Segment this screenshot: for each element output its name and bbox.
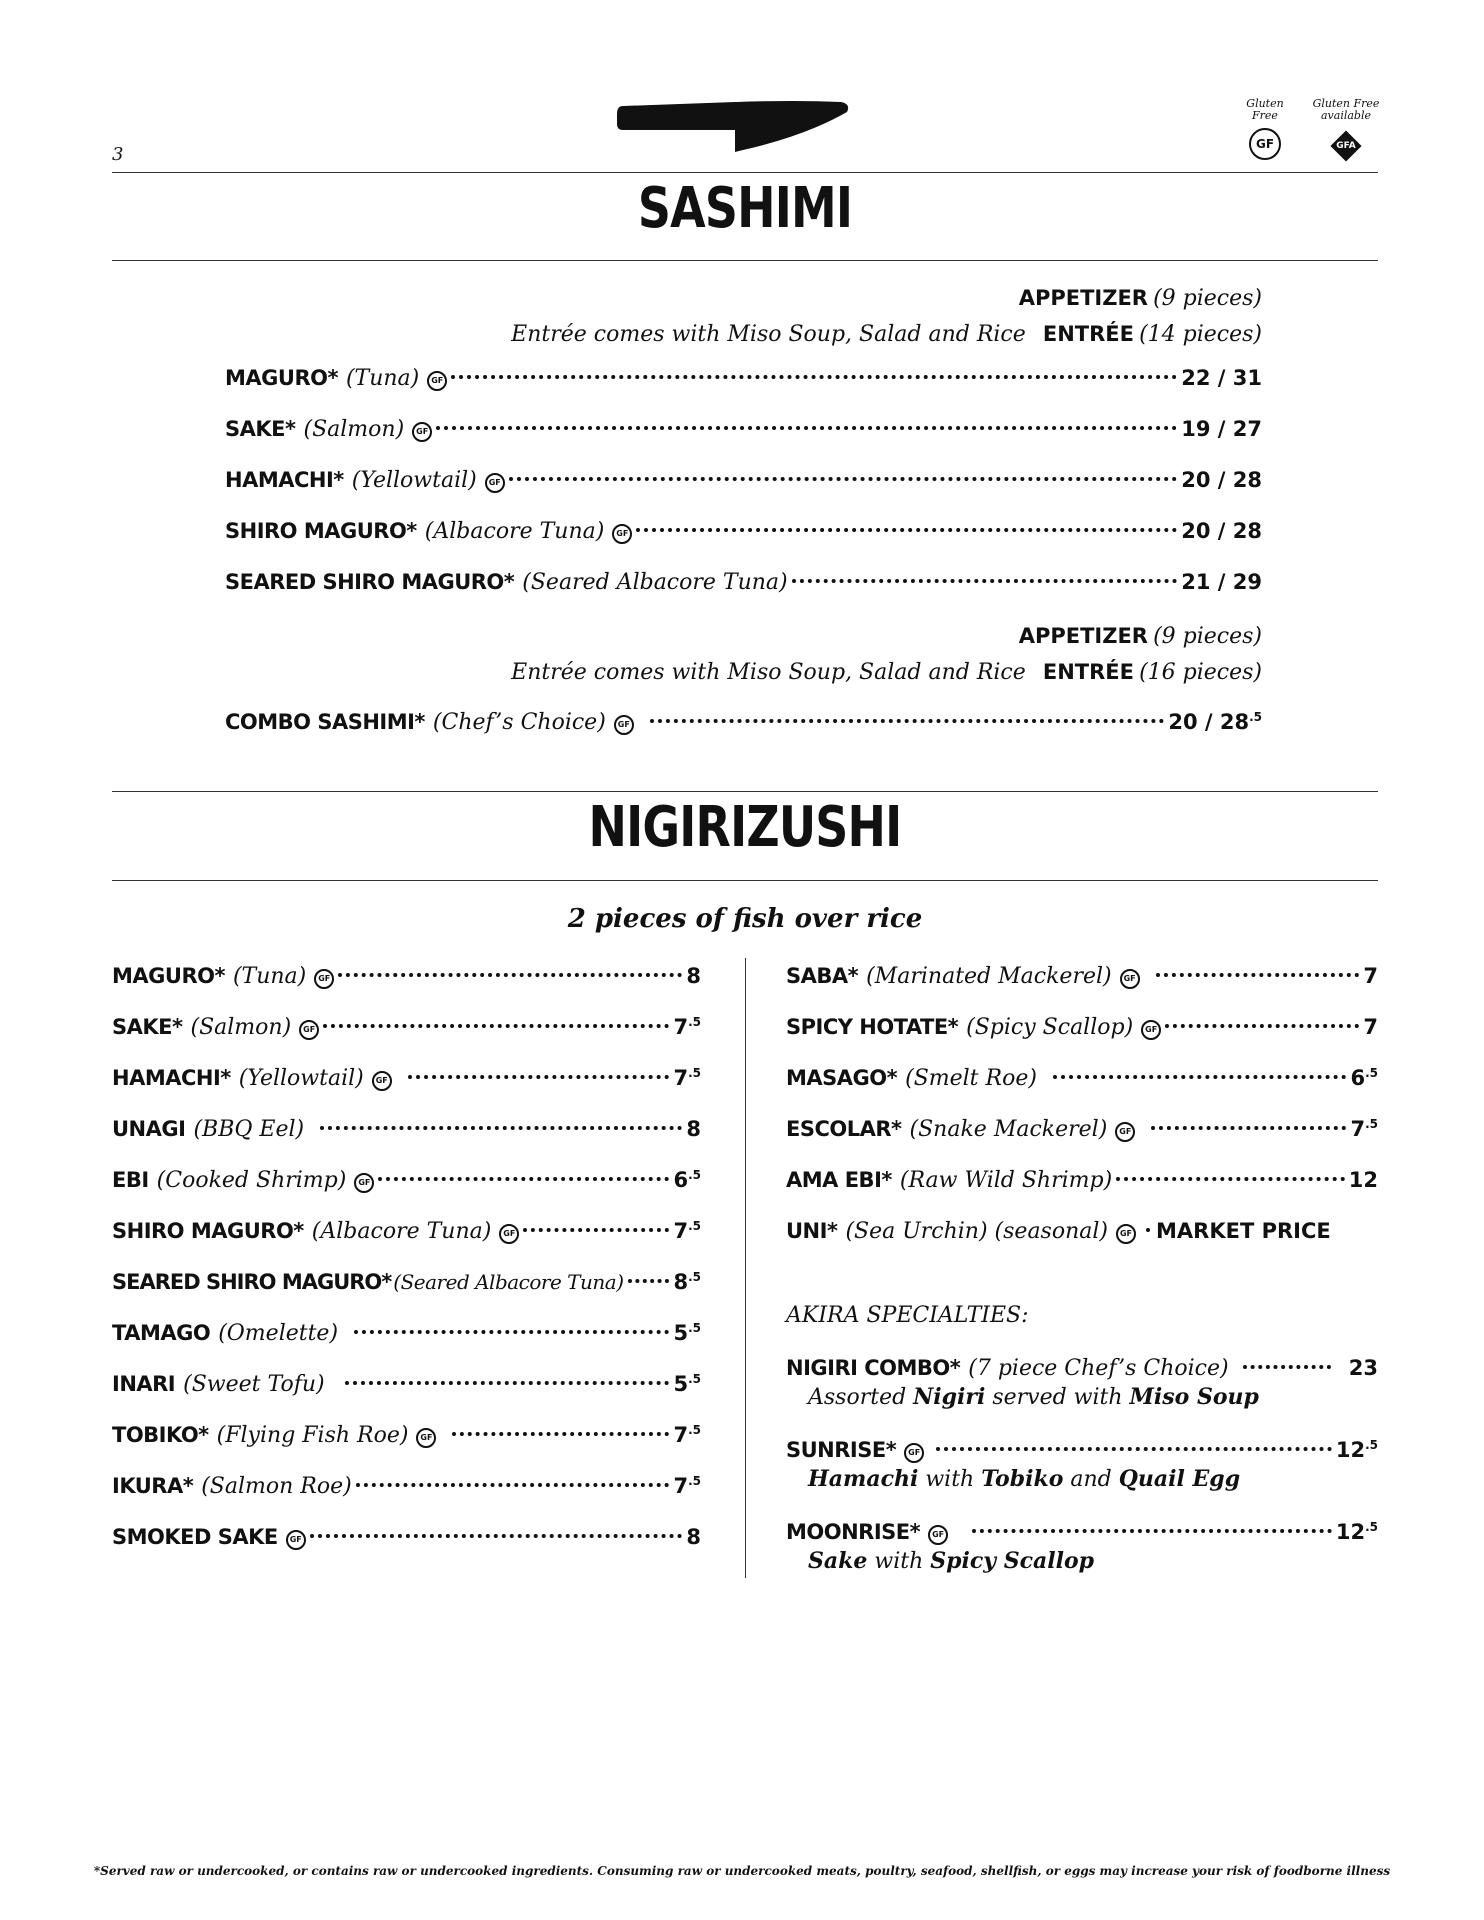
item-name: TAMAGO [112, 1321, 211, 1345]
sashimi-item [225, 468, 1262, 495]
item-price [1350, 1117, 1378, 1141]
leader-dots [972, 1529, 1332, 1533]
price-main: 6 [1350, 1066, 1366, 1090]
item-name: SMOKED SAKE [112, 1525, 278, 1549]
item-price [673, 1372, 701, 1396]
gf-icon: GF [928, 1525, 948, 1545]
item-name: AMA EBI* [786, 1168, 892, 1192]
sashimi-item [225, 570, 1262, 595]
item-price [686, 964, 701, 988]
note-bold: Miso Soup [1129, 1384, 1259, 1410]
item-desc: (Snake Mackerel) [909, 1117, 1108, 1142]
item-desc: (Spicy Scallop) [966, 1015, 1134, 1040]
gf-legend-label-1: Gluten [1246, 97, 1284, 110]
gf-icon: GF [286, 1530, 306, 1550]
gf-icon: GF [499, 1224, 519, 1244]
price-main: 5 [673, 1321, 689, 1345]
item-price [673, 1066, 701, 1090]
price-main: 8 [686, 964, 701, 988]
item-price [686, 1525, 701, 1549]
item-name: HAMACHI* [112, 1066, 231, 1090]
leader-dots [1156, 973, 1360, 977]
item-price [673, 1270, 701, 1294]
item-price: 20 / 28 [1181, 468, 1262, 492]
item-name: COMBO SASHIMI* [225, 710, 425, 734]
item-name: SEARED SHIRO MAGURO* [112, 1270, 392, 1294]
gf-icon: GF [1120, 969, 1140, 989]
item-price [1156, 1219, 1331, 1243]
nigiri-title: NIGIRIZUSHI [588, 795, 902, 860]
nigiri-item [112, 1066, 701, 1093]
gfa-icon-label: GFA [1336, 141, 1356, 151]
nigiri-item [112, 1423, 701, 1450]
note-text: with [867, 1549, 931, 1574]
item-name: EBI [112, 1168, 149, 1192]
item-name: SAKE* [225, 417, 296, 441]
appetizer-label: APPETIZER [1018, 286, 1148, 310]
leader-dots [1116, 1177, 1345, 1181]
sashimi-entree-header [511, 322, 1262, 347]
sashimi-appetizer-header [1019, 286, 1262, 311]
nigiri-subtitle: 2 pieces of fish over rice [567, 904, 923, 934]
item-name: SEARED SHIRO MAGURO* [225, 570, 515, 594]
nigiri-item [112, 1525, 701, 1552]
price-main: 8 [686, 1117, 701, 1141]
appetizer-pieces: (9 pieces) [1153, 624, 1262, 649]
price-main: 5 [673, 1372, 689, 1396]
nigiri-item [112, 1372, 701, 1397]
leader-dots [792, 579, 1178, 583]
entree-note: Entrée comes with Miso Soup, Salad and Rice [511, 660, 1026, 685]
item-desc: (Yellowtail) [238, 1066, 364, 1091]
item-name: MOONRISE* [786, 1520, 921, 1544]
item-price: 20 / 28 [1181, 519, 1262, 543]
gf-icon: GF [427, 371, 447, 391]
entree-label: ENTRÉE [1042, 660, 1134, 684]
price-fraction: .5 [688, 1372, 701, 1386]
gf-icon: GF [412, 422, 432, 442]
specialty-note [808, 1384, 1259, 1410]
gf-icon: GF [614, 715, 634, 735]
item-desc: (Marinated Mackerel) [866, 964, 1112, 989]
divider [112, 260, 1378, 261]
price-fraction: .5 [1365, 1438, 1378, 1452]
item-price [1349, 1168, 1378, 1192]
nigiri-item [786, 1168, 1378, 1193]
entree-pieces: (14 pieces) [1139, 322, 1262, 347]
gf-icon: GF [314, 969, 334, 989]
price-fraction: .5 [1249, 710, 1262, 724]
note-bold: Tobiko [981, 1466, 1064, 1492]
item-name: TOBIKO* [112, 1423, 209, 1447]
item-price [673, 1423, 701, 1447]
specialty-item [786, 1520, 1378, 1547]
nigiri-item [112, 1321, 701, 1346]
price-main: 7 [673, 1219, 689, 1243]
leader-dots [628, 1279, 670, 1283]
note-text: served with [985, 1385, 1130, 1410]
divider [112, 791, 1378, 792]
sashimi-item [225, 417, 1262, 444]
leader-dots [310, 1534, 683, 1538]
leader-dots [636, 528, 1177, 532]
price-main: 12 [1348, 1168, 1378, 1192]
item-name: UNI* [786, 1219, 838, 1243]
appetizer-pieces: (9 pieces) [1153, 286, 1262, 311]
item-desc: (BBQ Eel) [193, 1117, 305, 1142]
price-fraction: .5 [688, 1423, 701, 1437]
specialties-heading: AKIRA SPECIALTIES: [786, 1303, 1029, 1328]
nigiri-item [786, 1015, 1378, 1042]
leader-dots [1053, 1075, 1347, 1079]
item-price [1168, 710, 1262, 734]
price-main: 12 [1335, 1520, 1366, 1544]
nigiri-item [112, 1015, 701, 1042]
leader-dots [1151, 1126, 1346, 1130]
nigiri-item [112, 1270, 701, 1294]
note-bold: Sake [808, 1548, 868, 1574]
item-name: SPICY HOTATE* [786, 1015, 959, 1039]
leader-dots [354, 1330, 669, 1334]
specialty-item [786, 1438, 1378, 1465]
leader-dots [650, 719, 1165, 723]
item-price [673, 1168, 701, 1192]
item-desc: (7 piece Chef’s Choice) [968, 1356, 1229, 1381]
price-main: 20 / 28 [1168, 710, 1250, 734]
item-price: 22 / 31 [1181, 366, 1262, 390]
leader-dots [509, 477, 1178, 481]
gf-icon: GF [904, 1443, 924, 1463]
sashimi-item [225, 366, 1262, 393]
sashimi-title: SASHIMI [637, 176, 853, 241]
item-desc: (Chef’s Choice) [432, 710, 606, 735]
item-price [1350, 1066, 1378, 1090]
price-main: MARKET PRICE [1156, 1219, 1331, 1243]
gf-icon: GF [485, 473, 505, 493]
gf-icon: GF [416, 1428, 436, 1448]
leader-dots [936, 1447, 1332, 1451]
leader-dots [451, 375, 1177, 379]
item-price: 19 / 27 [1181, 417, 1262, 441]
note-text: with [918, 1467, 982, 1492]
nigiri-item [786, 1066, 1378, 1091]
entree-label: ENTRÉE [1042, 322, 1134, 346]
item-desc: (Sweet Tofu) [183, 1372, 325, 1397]
item-desc: (Salmon) [303, 417, 405, 442]
page-number: 3 [112, 144, 124, 165]
specialty-note [808, 1466, 1240, 1492]
item-desc: (Cooked Shrimp) [156, 1168, 347, 1193]
item-name: ESCOLAR* [786, 1117, 902, 1141]
item-desc: (Salmon) [190, 1015, 292, 1040]
item-price: 21 / 29 [1181, 570, 1262, 594]
leader-dots [320, 1126, 682, 1130]
item-desc: (Sea Urchin) (seasonal) [845, 1219, 1108, 1244]
nigiri-item [786, 1219, 1378, 1246]
column-divider [745, 958, 746, 1578]
price-fraction: .5 [688, 1066, 701, 1080]
leader-dots [452, 1432, 669, 1436]
gf-icon: GF [299, 1020, 319, 1040]
divider [112, 880, 1378, 881]
entree-pieces: (16 pieces) [1139, 660, 1262, 685]
price-fraction: .5 [688, 1219, 701, 1233]
item-name: UNAGI [112, 1117, 186, 1141]
sashimi-item [225, 519, 1262, 546]
item-name: MASAGO* [786, 1066, 898, 1090]
item-name: SHIRO MAGURO* [112, 1219, 304, 1243]
nigiri-item [112, 1117, 701, 1142]
price-main: 7 [673, 1066, 689, 1090]
price-main: 7 [1363, 964, 1378, 988]
price-main: 7 [673, 1015, 689, 1039]
price-main: 8 [673, 1270, 689, 1294]
leader-dots [523, 1228, 669, 1232]
item-desc: (Raw Wild Shrimp) [899, 1168, 1113, 1193]
knife-icon [615, 92, 855, 154]
gf-icon: GF [1141, 1020, 1161, 1040]
item-name: SAKE* [112, 1015, 183, 1039]
gfa-legend-label-1: Gluten Free [1312, 97, 1380, 110]
note-bold: Quail Egg [1118, 1466, 1241, 1492]
note-bold: Spicy Scallop [930, 1548, 1095, 1574]
nigiri-item [112, 964, 701, 991]
price-fraction: .5 [688, 1321, 701, 1335]
item-name: SUNRISE* [786, 1438, 897, 1462]
price-fraction: .5 [1365, 1520, 1378, 1534]
footer-disclaimer: *Served raw or undercooked, or contains raw or undercooked ingredients. Consuming raw or undercooked meats, poultry, seafood, shellfish, or eggs may increase your risk of foodborne illness [93, 1864, 1391, 1878]
item-price [1363, 964, 1378, 988]
price-main: 12 [1335, 1438, 1366, 1462]
note-text: and [1063, 1467, 1119, 1492]
note-text: Assorted [808, 1385, 914, 1410]
price-fraction: .5 [688, 1015, 701, 1029]
leader-dots [338, 973, 682, 977]
gf-icon: GF [354, 1173, 374, 1193]
item-name: MAGURO* [225, 366, 338, 390]
gfa-icon [1328, 128, 1364, 164]
specialty-note [808, 1548, 1094, 1574]
price-fraction: .5 [688, 1168, 701, 1182]
item-desc: (Flying Fish Roe) [216, 1423, 409, 1448]
leader-dots [1165, 1024, 1359, 1028]
item-name: HAMACHI* [225, 468, 344, 492]
leader-dots [356, 1483, 670, 1487]
item-price [673, 1015, 701, 1039]
item-price [1349, 1356, 1378, 1380]
combo-entree-header [511, 660, 1262, 685]
item-name: NIGIRI COMBO* [786, 1356, 961, 1380]
price-fraction: .5 [1365, 1066, 1378, 1080]
item-name: SHIRO MAGURO* [225, 519, 417, 543]
nigiri-item [112, 1168, 701, 1195]
sashimi-combo-item [225, 710, 1262, 737]
gf-icon: GF [1116, 1224, 1136, 1244]
leader-dots [1243, 1365, 1331, 1369]
item-desc: (Yellowtail) [351, 468, 477, 493]
item-desc: (Omelette) [218, 1321, 339, 1346]
item-name: INARI [112, 1372, 176, 1396]
nigiri-item [786, 964, 1378, 991]
combo-appetizer-header [1019, 624, 1262, 649]
leader-dots [345, 1381, 670, 1385]
leader-dots [323, 1024, 669, 1028]
price-main: 6 [673, 1168, 689, 1192]
item-name: MAGURO* [112, 964, 225, 988]
note-bold: Nigiri [913, 1384, 986, 1410]
item-price [673, 1219, 701, 1243]
nigiri-item [112, 1219, 701, 1246]
item-price [1336, 1520, 1378, 1544]
item-desc: (Smelt Roe) [905, 1066, 1037, 1091]
price-fraction: .5 [688, 1270, 701, 1284]
item-desc: (Tuna) [345, 366, 420, 391]
leader-dots [1146, 1228, 1150, 1232]
price-main: 7 [673, 1474, 689, 1498]
item-name: SABA* [786, 964, 859, 988]
item-desc: (Albacore Tuna) [311, 1219, 492, 1244]
price-main: 7 [1350, 1117, 1366, 1141]
divider [112, 172, 1378, 173]
nigiri-item [786, 1117, 1378, 1144]
entree-note: Entrée comes with Miso Soup, Salad and Rice [511, 322, 1026, 347]
gluten-free-available-legend [1306, 98, 1386, 164]
price-main: 7 [1363, 1015, 1378, 1039]
price-main: 23 [1348, 1356, 1378, 1380]
item-desc: (Salmon Roe) [201, 1474, 352, 1499]
price-fraction: .5 [688, 1474, 701, 1488]
leader-dots [408, 1075, 670, 1079]
price-main: 8 [686, 1525, 701, 1549]
item-price [1363, 1015, 1378, 1039]
leader-dots [378, 1177, 669, 1181]
item-price [673, 1321, 701, 1345]
price-main: 7 [673, 1423, 689, 1447]
nigiri-item [112, 1474, 701, 1499]
note-bold: Hamachi [808, 1466, 919, 1492]
gf-icon: GF [372, 1071, 392, 1091]
gluten-free-legend [1230, 98, 1300, 160]
item-desc: (Albacore Tuna) [424, 519, 605, 544]
item-name: IKURA* [112, 1474, 194, 1498]
gf-icon: GF [1115, 1122, 1135, 1142]
gfa-legend-label-2: available [1321, 109, 1371, 122]
item-desc: (Seared Albacore Tuna) [522, 570, 788, 595]
item-desc: (Seared Albacore Tuna) [393, 1270, 624, 1294]
gf-legend-label-2: Free [1252, 109, 1278, 122]
leader-dots [436, 426, 1177, 430]
item-price [1336, 1438, 1378, 1462]
price-fraction: .5 [1365, 1117, 1378, 1131]
gf-icon: GF [1249, 128, 1281, 160]
gf-icon: GF [612, 524, 632, 544]
item-price [673, 1474, 701, 1498]
specialty-item [786, 1356, 1378, 1381]
appetizer-label: APPETIZER [1018, 624, 1148, 648]
item-price [686, 1117, 701, 1141]
item-desc: (Tuna) [232, 964, 307, 989]
